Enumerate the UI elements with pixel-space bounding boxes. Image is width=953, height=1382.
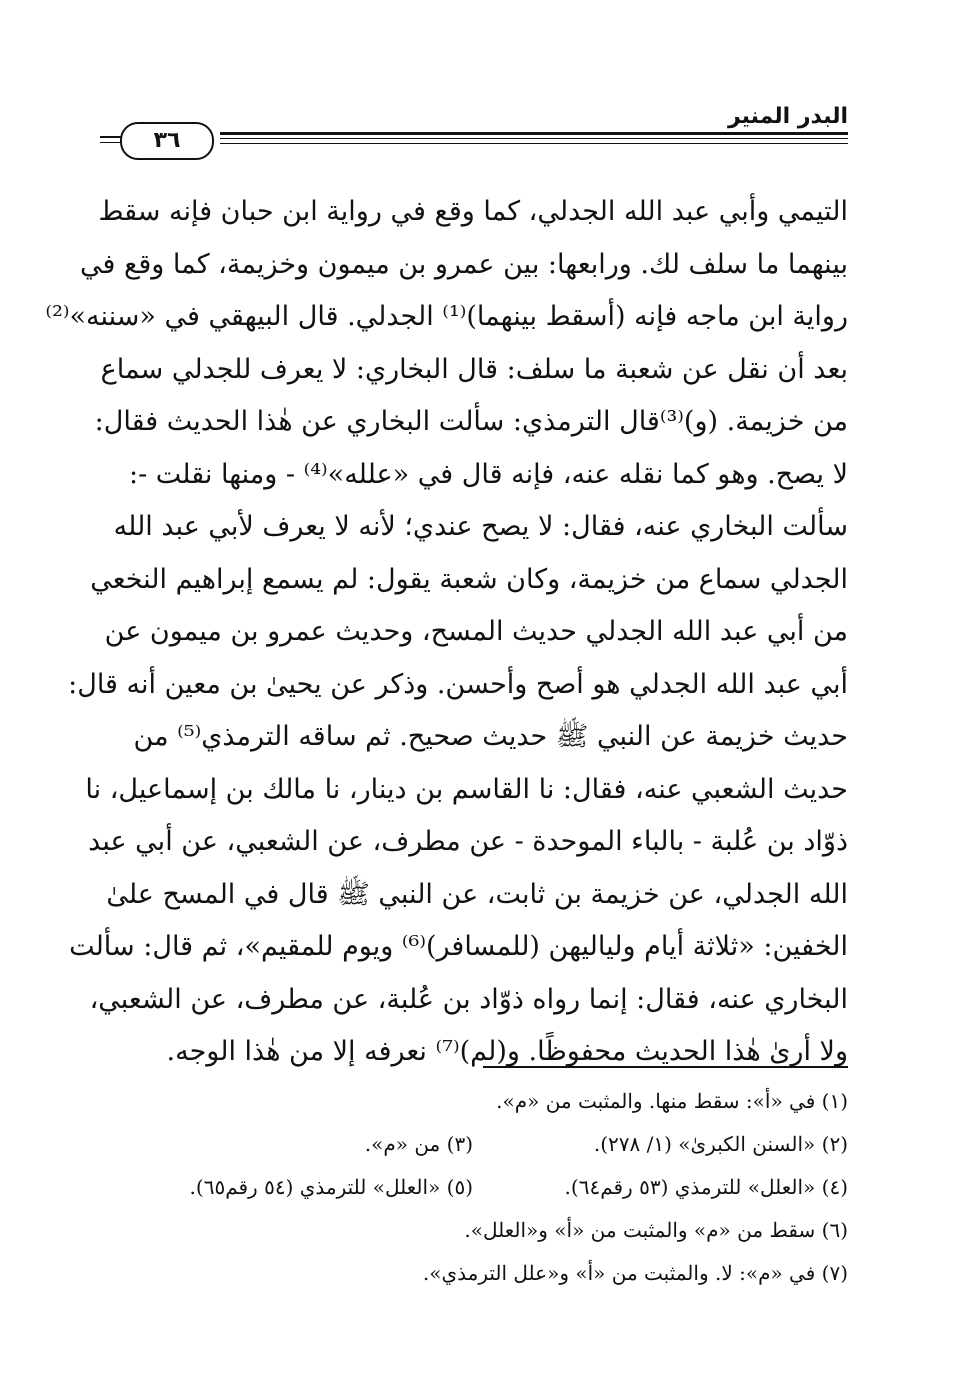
footnote-5: (٥) «العلل» للترمذي (٥٤ رقم٦٥). bbox=[189, 1175, 473, 1199]
footnote-4: (٤) «العلل» للترمذي (٥٣ رقم٦٤). bbox=[564, 1175, 848, 1199]
footnote-3: (٣) من «م». bbox=[364, 1132, 473, 1156]
footnote-row bbox=[100, 1166, 848, 1209]
footnotes bbox=[100, 1080, 848, 1295]
header-rule-medium bbox=[220, 138, 848, 139]
footnote-1: (١) في «أ»: سقط منها. والمثبت من «م». bbox=[496, 1089, 848, 1113]
footnote-row bbox=[100, 1080, 848, 1123]
page-number: ٣٦ bbox=[120, 122, 214, 160]
footnote-2: (٢) «السنن الكبرىٰ» (١/ ٢٧٨). bbox=[593, 1132, 848, 1156]
text-line: ولا أرىٰ هٰذا الحديث محفوظًا. و(لم)⁽⁷⁾ نعرفه إلا من هٰذا الوجه. bbox=[166, 1036, 848, 1067]
text-line: من خزيمة. (و)⁽³⁾قال الترمذي: سألت البخاري عن هٰذا الحديث فقال: bbox=[94, 406, 848, 437]
text-line: حديث الشعبي عنه، فقال: نا القاسم بن دينار، نا مالك بن إسماعيل، نا bbox=[85, 773, 848, 805]
text-line: بينهما ما سلف لك. ورابعها: بين عمرو بن ميمون وخزيمة، كما وقع في bbox=[79, 248, 848, 280]
text-line: حديث خزيمة عن النبي ﷺ حديث صحيح. ثم ساقه الترمذي⁽⁵⁾ من bbox=[133, 721, 848, 752]
text-line: ذوّاد بن عُلبة - بالباء الموحدة - عن مطرف، عن الشعبي، عن أبي عبد bbox=[88, 826, 848, 857]
header-rule-left-thick bbox=[100, 136, 122, 138]
text-line: الله الجدلي، عن خزيمة بن ثابت، عن النبي ﷺ قال في المسح علىٰ bbox=[106, 878, 848, 910]
footnote-row bbox=[100, 1209, 848, 1252]
text-line: بعد أن نقل عن شعبة ما سلف: قال البخاري: لا يعرف للجدلي سماع bbox=[100, 353, 848, 385]
text-line: لا يصح. وهو كما نقله عنه، فإنه قال في «علله»⁽⁴⁾ - ومنها نقلت -: bbox=[128, 458, 848, 490]
page-header bbox=[100, 100, 848, 160]
text-line: سألت البخاري عنه، فقال: لا يصح عندي؛ لأنه لا يعرف لأبي عبد الله bbox=[113, 511, 848, 542]
main-text bbox=[45, 186, 848, 1079]
footnote-7: (٧) في «م»: لا. والمثبت من «أ» و«علل الترمذي». bbox=[422, 1261, 848, 1285]
text-line: الجدلي سماع من خزيمة، وكان شعبة يقول: لم يسمع إبراهيم النخعي bbox=[90, 563, 848, 595]
text-line: التيمي وأبي عبد الله الجدلي، كما وقع في رواية ابن حبان فإنه سقط bbox=[98, 196, 848, 227]
text-line: أبي عبد الله الجدلي هو أصح وأحسن. وذكر عن يحيىٰ بن معين أنه قال: bbox=[68, 668, 848, 700]
running-title: البدر المنير bbox=[727, 104, 848, 129]
footnote-6: (٦) سقط من «م» والمثبت من «أ» و«العلل». bbox=[464, 1218, 848, 1242]
footnote-separator bbox=[483, 1066, 848, 1068]
header-rule-left-thin bbox=[100, 142, 122, 143]
footnote-row bbox=[100, 1252, 848, 1295]
header-rule-thick bbox=[220, 132, 848, 135]
text-line: من أبي عبد الله الجدلي حديث المسح، وحديث عمرو بن ميمون عن bbox=[104, 616, 848, 647]
text-line: البخاري عنه، فقال: إنما رواه ذوّاد بن عُلبة، عن مطرف، عن الشعبي، bbox=[89, 983, 848, 1015]
text-line: رواية ابن ماجه فإنه (أسقط بينهما)⁽¹⁾ الجدلي. قال البيهقي في «سننه»⁽²⁾ bbox=[45, 301, 848, 332]
footnote-row bbox=[100, 1123, 848, 1166]
header-rule-thin bbox=[220, 143, 848, 144]
text-line: الخفين: «ثلاثة أيام ولياليهن (للمسافر)⁽⁶⁾ ويوم للمقيم»، ثم قال: سألت bbox=[69, 931, 848, 962]
